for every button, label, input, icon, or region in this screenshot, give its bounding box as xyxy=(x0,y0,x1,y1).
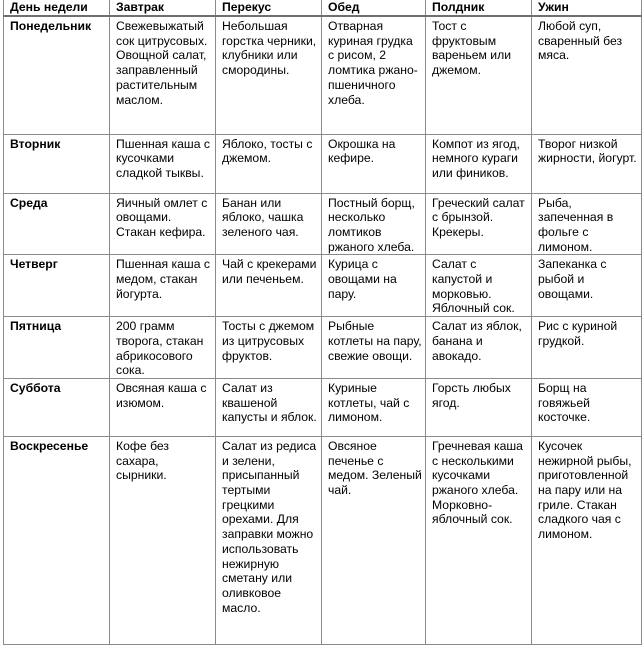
breakfast-cell: 200 грамм творога, стакан абрикосового сока. xyxy=(110,317,216,379)
lunch-cell: Рыбные котлеты на пару, свежие овощи. xyxy=(322,317,426,379)
lunch-cell: Курица с овощами на пару. xyxy=(322,255,426,317)
afternoon-snack-cell: Салат из яблок, банана и авокадо. xyxy=(426,317,532,379)
afternoon-snack-cell: Гречневая каша с несколькими кусочками ржаного хлеба. Морковно-яблочный сок. xyxy=(426,436,532,644)
header-lunch: Обед xyxy=(322,0,426,16)
lunch-cell: Окрошка на кефире. xyxy=(322,134,426,193)
snack-cell: Банан или яблоко, чашка зеленого чая. xyxy=(216,193,322,255)
afternoon-snack-cell: Компот из ягод, немного кураги или фиников. xyxy=(426,134,532,193)
dinner-cell: Запеканка с рыбой и овощами. xyxy=(532,255,642,317)
table-row xyxy=(4,255,642,317)
weekly-menu-table xyxy=(3,0,642,645)
table-row xyxy=(4,378,642,436)
dinner-cell: Борщ на говяжьей косточке. xyxy=(532,378,642,436)
header-afternoon-snack: Полдник xyxy=(426,0,532,16)
snack-cell: Салат из редиса и зелени, присыпанный тертыми грецкими орехами. Для заправки можно использовать нежирную сметану или оливковое масло. xyxy=(216,436,322,644)
day-cell: Воскресенье xyxy=(4,436,110,644)
lunch-cell: Постный борщ, несколько ломтиков ржаного хлеба. xyxy=(322,193,426,255)
table-row xyxy=(4,134,642,193)
header-day: День недели xyxy=(4,0,110,16)
header-snack: Перекус xyxy=(216,0,322,16)
header-breakfast: Завтрак xyxy=(110,0,216,16)
dinner-cell: Кусочек нежирной рыбы, приготовленной на пару или на гриле. Стакан сладкого чая с лимоном. xyxy=(532,436,642,644)
table-row xyxy=(4,16,642,134)
afternoon-snack-cell: Салат с капустой и морковью. Яблочный сок. xyxy=(426,255,532,317)
snack-cell: Яблоко, тосты с джемом. xyxy=(216,134,322,193)
dinner-cell: Рыба, запеченная в фольге с лимоном. xyxy=(532,193,642,255)
day-cell: Четверг xyxy=(4,255,110,317)
table-header xyxy=(4,0,642,16)
day-cell: Суббота xyxy=(4,378,110,436)
day-cell: Понедельник xyxy=(4,16,110,134)
table-row xyxy=(4,436,642,644)
afternoon-snack-cell: Горсть любых ягод. xyxy=(426,378,532,436)
breakfast-cell: Пшенная каша с кусочками сладкой тыквы. xyxy=(110,134,216,193)
table-row xyxy=(4,317,642,379)
lunch-cell: Отварная куриная грудка с рисом, 2 ломтика ржано-пшеничного хлеба. xyxy=(322,16,426,134)
afternoon-snack-cell: Тост с фруктовым вареньем или джемом. xyxy=(426,16,532,134)
snack-cell: Небольшая горстка черники, клубники или смородины. xyxy=(216,16,322,134)
dinner-cell: Рис с куриной грудкой. xyxy=(532,317,642,379)
header-row xyxy=(4,0,642,16)
dinner-cell: Любой суп, сваренный без мяса. xyxy=(532,16,642,134)
lunch-cell: Овсяное печенье с медом. Зеленый чай. xyxy=(322,436,426,644)
snack-cell: Салат из квашеной капусты и яблок. xyxy=(216,378,322,436)
day-cell: Вторник xyxy=(4,134,110,193)
table-body xyxy=(4,16,642,644)
breakfast-cell: Свежевыжатый сок цитрусовых. Овощной салат, заправленный растительным маслом. xyxy=(110,16,216,134)
breakfast-cell: Кофе без сахара, сырники. xyxy=(110,436,216,644)
snack-cell: Тосты с джемом из цитрусовых фруктов. xyxy=(216,317,322,379)
snack-cell: Чай с крекерами или печеньем. xyxy=(216,255,322,317)
day-cell: Пятница xyxy=(4,317,110,379)
breakfast-cell: Пшенная каша с медом, стакан йогурта. xyxy=(110,255,216,317)
afternoon-snack-cell: Греческий салат с брынзой. Крекеры. xyxy=(426,193,532,255)
breakfast-cell: Яичный омлет с овощами. Стакан кефира. xyxy=(110,193,216,255)
breakfast-cell: Овсяная каша с изюмом. xyxy=(110,378,216,436)
table-row xyxy=(4,193,642,255)
lunch-cell: Куриные котлеты, чай с лимоном. xyxy=(322,378,426,436)
header-dinner: Ужин xyxy=(532,0,642,16)
day-cell: Среда xyxy=(4,193,110,255)
dinner-cell: Творог низкой жирности, йогурт. xyxy=(532,134,642,193)
